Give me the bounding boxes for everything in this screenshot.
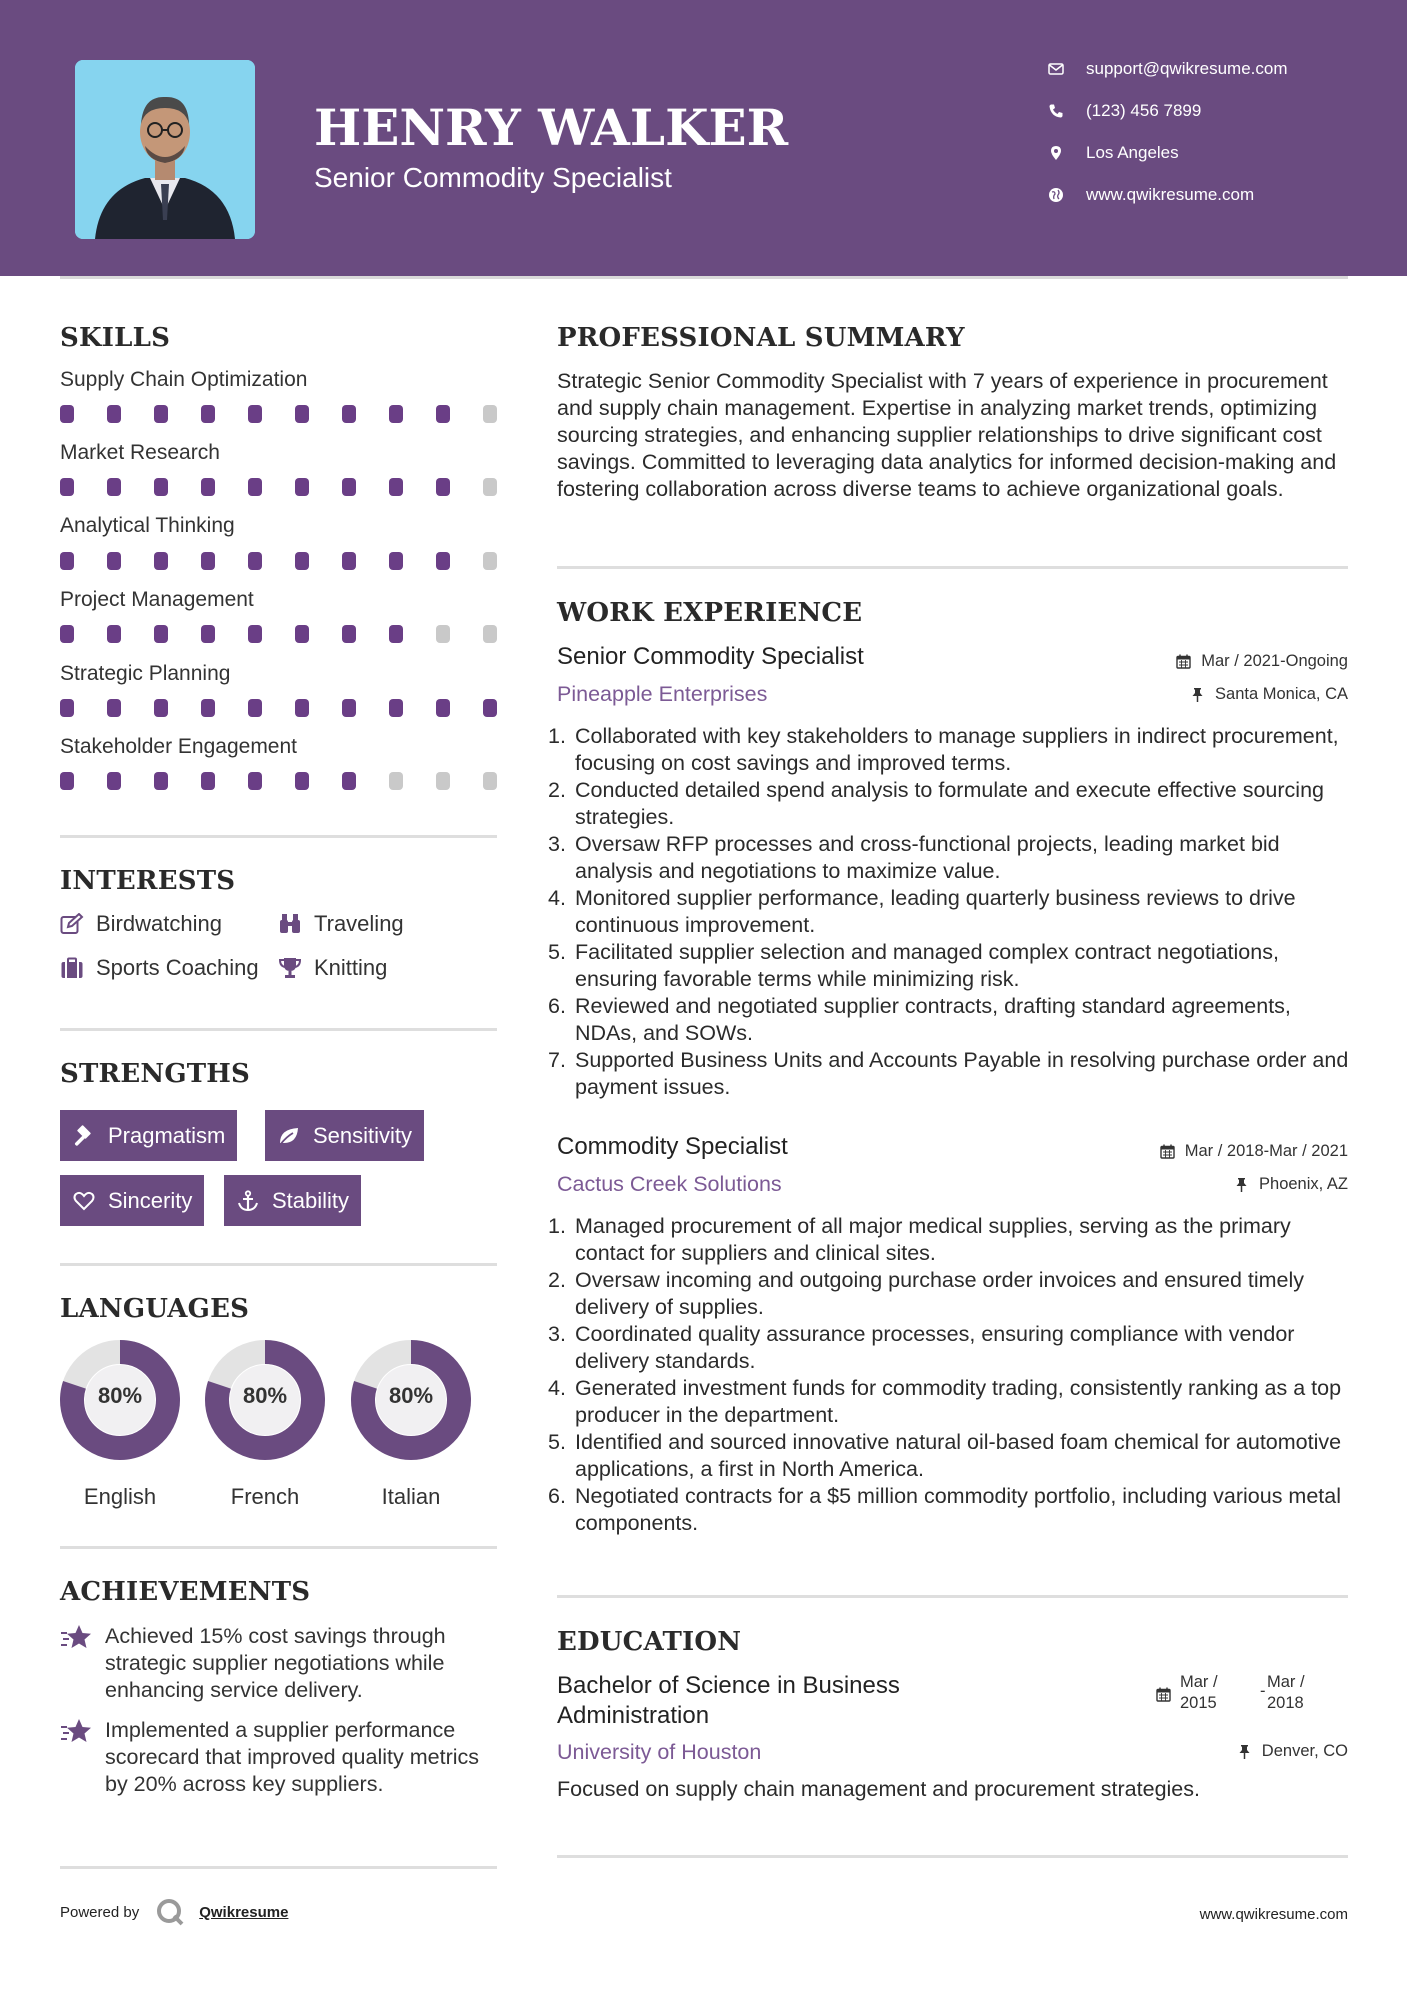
skill-dot-filled [248, 625, 262, 643]
list-number: 2. [548, 1268, 566, 1292]
skills-heading: SKILLS [60, 323, 171, 353]
strength-label: Sensitivity [313, 1122, 413, 1148]
contact-email-text: support@qwikresume.com [1086, 59, 1288, 78]
anchor-icon [237, 1190, 259, 1212]
skill-dot-filled [201, 478, 215, 496]
responsibility-item [548, 1267, 1358, 1321]
contact-location [1048, 138, 1368, 168]
skill-dot-filled [342, 405, 356, 423]
achievements-heading: ACHIEVEMENTS [60, 1577, 311, 1607]
responsibility-item [548, 993, 1358, 1047]
phone-icon [1048, 103, 1086, 119]
interest-item [278, 955, 387, 981]
skill-rating [60, 625, 497, 643]
pushpin-icon [1237, 1744, 1252, 1759]
education-location-text: Denver, CO [1261, 1742, 1348, 1760]
edit-icon [60, 913, 84, 935]
powered-by-text: Powered by [60, 1903, 140, 1921]
responsibility-text: Oversaw RFP processes and cross-functional projects, leading market bid analysis and negotiations to maximize value. [575, 832, 1280, 883]
education-location [1237, 1742, 1348, 1761]
responsibility-item [548, 723, 1358, 777]
list-number: 7. [548, 1048, 566, 1072]
skill-dot-filled [248, 478, 262, 496]
resume-header [0, 0, 1407, 276]
degree-title-line2: Administration [557, 1702, 710, 1729]
job-location [1190, 685, 1348, 704]
person-portrait-icon [75, 60, 255, 239]
section-divider [60, 1546, 497, 1549]
responsibility-text: Supported Business Units and Accounts Payable in resolving purchase order and payment issues. [575, 1048, 1349, 1099]
strengths-heading: STRENGTHS [60, 1059, 251, 1089]
interest-label: Birdwatching [96, 911, 222, 936]
globe-icon [1048, 187, 1086, 203]
responsibility-item [548, 831, 1358, 885]
list-number: 1. [548, 724, 566, 748]
job-company: Pineapple Enterprises [557, 682, 768, 706]
skill-dot-filled [389, 699, 403, 717]
skill-dot-filled [248, 552, 262, 570]
achievement-item [60, 1623, 500, 1704]
skill-dot-filled [248, 772, 262, 790]
education-start-year: 2015 [1180, 1694, 1217, 1712]
contact-website-text: www.qwikresume.com [1086, 185, 1255, 204]
responsibility-text: Collaborated with key stakeholders to manage suppliers in indirect procurement, focusing on cost savings and improved terms. [575, 724, 1339, 775]
job-responsibilities [548, 1213, 1358, 1537]
education-start-month: Mar / [1180, 1673, 1218, 1691]
skill-dot-filled [389, 405, 403, 423]
list-number: 1. [548, 1214, 566, 1238]
responsibility-item [548, 939, 1358, 993]
pushpin-icon [1190, 687, 1205, 702]
responsibility-text: Reviewed and negotiated supplier contracts, drafting standard agreements, NDAs, and SOWs. [575, 994, 1291, 1045]
job-title: Senior Commodity Specialist [557, 643, 864, 670]
responsibility-item [548, 1429, 1358, 1483]
skill-rating [60, 552, 497, 570]
skill-name: Stakeholder Engagement [60, 735, 297, 758]
achievement-text: Achieved 15% cost savings through strategic supplier negotiations while enhancing service delivery. [105, 1624, 446, 1702]
interests-heading: INTERESTS [60, 866, 236, 896]
strength-label: Sincerity [108, 1187, 193, 1213]
responsibility-item [548, 1321, 1358, 1375]
skill-rating [60, 405, 497, 423]
responsibility-text: Managed procurement of all major medical supplies, serving as the primary contact for suppliers and clinical sites. [575, 1214, 1291, 1265]
section-divider [60, 1263, 497, 1266]
footer-website[interactable]: www.qwikresume.com [1199, 1906, 1348, 1923]
education-end-month: Mar / [1267, 1673, 1305, 1691]
job-dates [1176, 652, 1348, 671]
skill-dot-filled [107, 552, 121, 570]
skill-rating [60, 699, 497, 717]
contact-website[interactable] [1048, 180, 1368, 210]
skill-dot-filled [107, 405, 121, 423]
skill-dot-filled [60, 699, 74, 717]
skill-dot-filled [295, 772, 309, 790]
strength-chip [265, 1110, 424, 1161]
responsibility-item [548, 1213, 1358, 1267]
skill-dot-filled [436, 478, 450, 496]
skill-dot-filled [154, 552, 168, 570]
education-end-date [1267, 1672, 1305, 1714]
strength-chip [60, 1110, 237, 1161]
skill-dot-filled [248, 699, 262, 717]
skill-name: Project Management [60, 588, 254, 611]
binoculars-icon [278, 913, 302, 935]
skill-dot-filled [60, 552, 74, 570]
skill-dot-filled [201, 772, 215, 790]
skill-dot-filled [295, 478, 309, 496]
job-title: Commodity Specialist [557, 1133, 788, 1160]
skill-dot-filled [107, 478, 121, 496]
responsibility-item [548, 885, 1358, 939]
skill-dot-filled [342, 625, 356, 643]
envelope-icon [1048, 61, 1086, 77]
responsibility-text: Oversaw incoming and outgoing purchase order invoices and ensured timely delivery of supplies. [575, 1268, 1305, 1319]
contact-email[interactable] [1048, 54, 1368, 84]
contact-phone-text: (123) 456 7899 [1086, 101, 1202, 120]
job-dates-text: Mar / 2018-Mar / 2021 [1184, 1142, 1348, 1160]
degree-title: Bachelor of Science in Business [557, 1672, 900, 1699]
briefcase-icon [60, 957, 84, 979]
responsibility-item [548, 1375, 1358, 1429]
heart-icon [73, 1190, 95, 1212]
list-number: 3. [548, 1322, 566, 1346]
star-badge-icon [60, 1623, 94, 1653]
skill-dot-filled [60, 478, 74, 496]
qwikresume-logo-icon [155, 1897, 185, 1927]
skill-dot-filled [436, 552, 450, 570]
skill-dot-filled [295, 552, 309, 570]
responsibility-item [548, 1483, 1358, 1537]
skill-dot-filled [154, 699, 168, 717]
skill-dot-empty [389, 772, 403, 790]
skill-name: Supply Chain Optimization [60, 368, 308, 391]
skill-dot-empty [483, 552, 497, 570]
skill-dot-empty [483, 772, 497, 790]
list-number: 5. [548, 940, 566, 964]
skill-rating [60, 478, 497, 496]
pushpin-icon [1234, 1177, 1249, 1192]
star-badge-icon [60, 1717, 94, 1747]
education-date-separator: - [1260, 1682, 1266, 1700]
list-number: 3. [548, 832, 566, 856]
responsibility-item [548, 777, 1358, 831]
skill-dot-filled [154, 625, 168, 643]
list-number: 6. [548, 994, 566, 1018]
calendar-icon [1160, 1144, 1175, 1159]
section-divider [60, 1866, 497, 1869]
summary-heading: PROFESSIONAL SUMMARY [557, 323, 965, 353]
job-location [1234, 1175, 1348, 1194]
calendar-icon [1156, 1687, 1171, 1702]
education-end-year: 2018 [1267, 1694, 1304, 1712]
skill-dot-filled [201, 625, 215, 643]
section-divider [60, 835, 497, 838]
strength-label: Pragmatism [108, 1122, 226, 1148]
gavel-icon [73, 1125, 95, 1147]
responsibility-text: Monitored supplier performance, leading quarterly business reviews to drive continuous improvement. [575, 886, 1296, 937]
skill-dot-empty [483, 478, 497, 496]
map-marker-icon [1048, 145, 1086, 161]
skill-dot-filled [201, 699, 215, 717]
skill-dot-filled [342, 699, 356, 717]
section-divider [557, 566, 1348, 569]
achievement-text: Implemented a supplier performance scorecard that improved quality metrics by 20% across key suppliers. [105, 1718, 480, 1796]
experience-heading: WORK EXPERIENCE [557, 598, 863, 628]
skill-dot-filled [295, 625, 309, 643]
job-responsibilities [548, 723, 1358, 1101]
responsibility-text: Negotiated contracts for a $5 million commodity portfolio, including various metal components. [575, 1484, 1342, 1535]
candidate-name: HENRY WALKER [314, 98, 789, 157]
job-dates-text: Mar / 2021-Ongoing [1201, 652, 1348, 670]
strength-chip [60, 1175, 204, 1226]
achievement-item [60, 1717, 500, 1798]
skill-rating [60, 772, 497, 790]
list-number: 4. [548, 1376, 566, 1400]
skill-dot-filled [60, 772, 74, 790]
responsibility-text: Conducted detailed spend analysis to formulate and execute effective sourcing strategies. [575, 778, 1324, 829]
responsibility-text: Coordinated quality assurance processes, ensuring compliance with vendor delivery standards. [575, 1322, 1295, 1373]
language-name: Italian [381, 1484, 441, 1509]
skill-name: Strategic Planning [60, 662, 231, 685]
skill-dot-filled [154, 405, 168, 423]
list-number: 2. [548, 778, 566, 802]
language-percent: 80% [97, 1383, 143, 1408]
skill-dot-filled [342, 552, 356, 570]
summary-text: Strategic Senior Commodity Specialist with 7 years of experience in procurement and supply chain management. Expertise in analyzing market trends, optimizing sourcing strategies, and enhancing supplier relationships to drive significant cost savings. Committed to leveraging data analytics for informed decision-making and fostering collaboration across diverse teams to achieve organizational goals. [557, 369, 1337, 501]
skill-dot-filled [154, 772, 168, 790]
language-name: French [230, 1484, 300, 1509]
skill-dot-filled [436, 699, 450, 717]
education-description: Focused on supply chain management and procurement strategies. [557, 1777, 1200, 1801]
interest-label: Traveling [314, 911, 404, 936]
skill-dot-filled [483, 699, 497, 717]
job-company: Cactus Creek Solutions [557, 1172, 782, 1196]
skill-name: Market Research [60, 441, 220, 464]
calendar-icon [1176, 654, 1191, 669]
language-percent: 80% [388, 1383, 434, 1408]
skill-dot-filled [60, 625, 74, 643]
footer-powered-by [60, 1897, 288, 1927]
job-location-text: Santa Monica, CA [1215, 685, 1348, 703]
skill-dot-filled [107, 699, 121, 717]
interest-item [60, 955, 259, 981]
skill-dot-filled [342, 772, 356, 790]
skill-dot-filled [107, 625, 121, 643]
strength-label: Stability [272, 1187, 350, 1213]
section-divider [557, 1595, 1348, 1598]
responsibility-text: Facilitated supplier selection and managed complex contract negotiations, ensuring favorable terms while minimizing risk. [575, 940, 1279, 991]
strength-chip [224, 1175, 361, 1226]
responsibility-text: Identified and sourced innovative natural oil-based foam chemical for automotive applications, a first in North America. [575, 1430, 1342, 1481]
skill-dot-filled [389, 625, 403, 643]
candidate-role: Senior Commodity Specialist [314, 162, 672, 193]
skill-dot-filled [342, 478, 356, 496]
list-number: 6. [548, 1484, 566, 1508]
trophy-icon [278, 957, 302, 979]
section-divider [60, 1028, 497, 1031]
interest-label: Knitting [314, 955, 388, 980]
job-location-text: Phoenix, AZ [1259, 1175, 1348, 1193]
contact-phone[interactable] [1048, 96, 1368, 126]
skill-dot-empty [483, 625, 497, 643]
interest-label: Sports Coaching [96, 955, 259, 980]
header-divider [60, 276, 1348, 279]
skill-dot-filled [201, 552, 215, 570]
skill-dot-filled [248, 405, 262, 423]
education-school: University of Houston [557, 1740, 762, 1764]
interest-item [60, 911, 222, 937]
list-number: 5. [548, 1430, 566, 1454]
responsibility-item [548, 1047, 1358, 1101]
brand-link[interactable]: Qwikresume [199, 1903, 289, 1921]
job-dates [1160, 1142, 1348, 1161]
language-percent: 80% [242, 1383, 288, 1408]
skill-dot-filled [154, 478, 168, 496]
interest-item [278, 911, 404, 937]
section-divider [557, 1855, 1348, 1858]
skill-dot-empty [436, 772, 450, 790]
skill-name: Analytical Thinking [60, 514, 235, 537]
list-number: 4. [548, 886, 566, 910]
language-item [59, 1339, 181, 1509]
profile-photo [75, 60, 255, 239]
skill-dot-empty [436, 625, 450, 643]
languages-heading: LANGUAGES [60, 1294, 250, 1324]
skill-dot-filled [60, 405, 74, 423]
skill-dot-filled [107, 772, 121, 790]
language-item [204, 1339, 326, 1509]
education-start-date [1180, 1672, 1218, 1714]
education-heading: EDUCATION [557, 1627, 742, 1657]
skill-dot-filled [295, 405, 309, 423]
leaf-icon [278, 1125, 300, 1147]
skill-dot-filled [201, 405, 215, 423]
language-name: English [83, 1484, 157, 1509]
skill-dot-empty [483, 405, 497, 423]
skill-dot-filled [295, 699, 309, 717]
skill-dot-filled [389, 478, 403, 496]
responsibility-text: Generated investment funds for commodity trading, consistently ranking as a top producer in the department. [575, 1376, 1342, 1427]
language-item [350, 1339, 472, 1509]
skill-dot-filled [389, 552, 403, 570]
contact-location-text: Los Angeles [1086, 143, 1179, 162]
skill-dot-filled [436, 405, 450, 423]
